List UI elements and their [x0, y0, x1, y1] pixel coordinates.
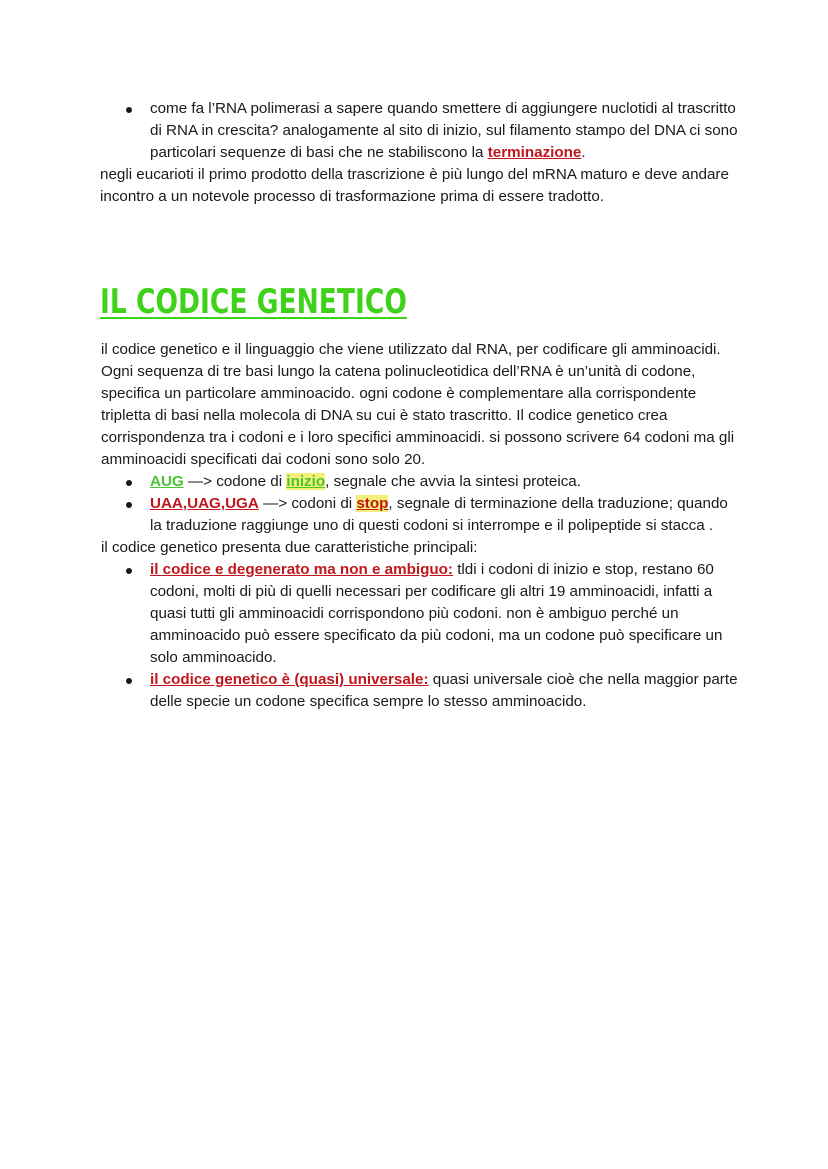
keyword-inizio: inizio [286, 473, 326, 490]
features-bullet-list [101, 559, 741, 713]
list-item [101, 559, 741, 669]
bullet-text-end: , segnale di terminazione della traduzione; quando la traduzione raggiunge uno di questi codoni si interrompe e il polipeptide si stacca . [150, 495, 728, 534]
bullet-text: —> codoni di [258, 495, 357, 512]
bullet-text-end: . [581, 144, 586, 161]
bullet-dot-icon [126, 502, 132, 508]
section-heading: IL CODICE GENETICO [100, 282, 407, 322]
top-section [101, 98, 741, 208]
list-item [101, 98, 741, 164]
top-bullet-list [101, 98, 741, 164]
codon-bullet-list [101, 471, 741, 537]
bullet-dot-icon [126, 568, 132, 574]
feature-title-universale: il codice genetico è (quasi) universale: [150, 671, 429, 688]
codice-section [101, 339, 741, 713]
bullet-dot-icon [126, 107, 132, 113]
bullet-text: —> codone di [183, 473, 287, 490]
codons-stop: UAA,UAG,UGA [150, 495, 259, 512]
list-item [101, 669, 741, 713]
list-item [101, 493, 741, 537]
keyword-stop: stop [356, 495, 389, 512]
feature-text: tldi i codoni di inizio e stop, restano 60 codoni, molti di più di quelli necessari per codificare gli altri 19 amminoacidi, infatti a quasi tutti gli amminoacidi corrispondono più codoni. non è ambiguo perché un amminoacido può essere specificato da più codoni, ma un codone può specificare un solo amminoacido. [150, 561, 723, 666]
eucarioti-paragraph: negli eucarioti il primo prodotto della trascrizione è più lungo del mRNA maturo e deve andare incontro a un notevole processo di trasformazione prima di essere tradotto. [100, 166, 729, 205]
features-intro: il codice genetico presenta due caratteristiche principali: [101, 539, 478, 556]
list-item [101, 471, 741, 493]
intro-paragraph: il codice genetico e il linguaggio che viene utilizzato dal RNA, per codificare gli amminoacidi. Ogni sequenza di tre basi lungo la catena polinucleotidica dell’RNA è un’unità di codone, specifica un particolare amminoacido. ogni codone è complementare alla corrispondente tripletta di basi nella molecola di DNA su cui è stato trascritto. Il codice genetico crea corrispondenza tra i codoni e i loro specifici amminoacidi. si possono scrivere 64 codoni ma gli amminoacidi specificati dai codoni sono solo 20. [101, 341, 735, 468]
bullet-dot-icon [126, 480, 132, 486]
keyword-terminazione: terminazione [487, 144, 582, 161]
feature-text: quasi universale cioè che nella maggior parte delle specie un codone specifica sempre lo stesso amminoacido. [150, 671, 738, 710]
bullet-dot-icon [126, 678, 132, 684]
feature-title-degenerato: il codice e degenerato ma non e ambiguo: [150, 561, 453, 578]
bullet-text: come fa l’RNA polimerasi a sapere quando smettere di aggiungere nuclotidi al trascritto di RNA in crescita? analogamente al sito di inizio, sul filamento stampo del DNA ci sono particolari sequenze di basi che ne stabiliscono la [150, 100, 738, 161]
codon-aug: AUG [150, 473, 184, 490]
bullet-text-end: , segnale che avvia la sintesi proteica. [325, 473, 581, 490]
